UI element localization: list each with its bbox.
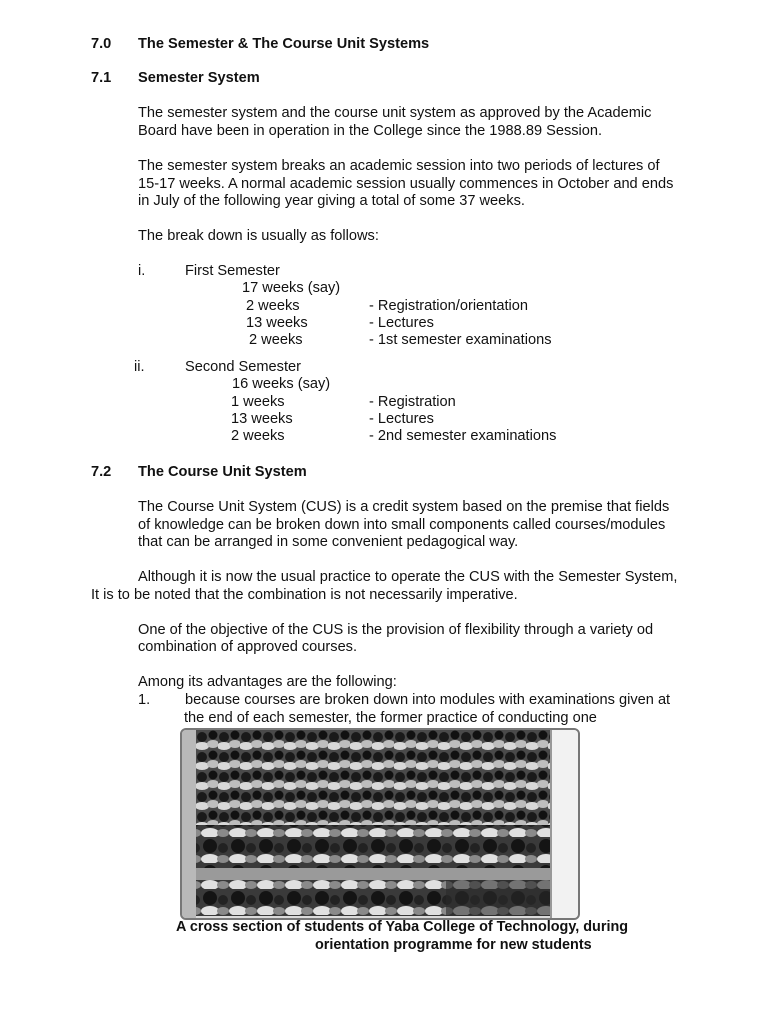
second-semester-label: Second Semester xyxy=(185,359,302,375)
paragraph-line: The semester system and the course unit system as approved by the Academic xyxy=(138,105,652,121)
first-semester-row-weeks: 2 weeks xyxy=(249,332,303,348)
photo-caption-line: orientation programme for new students xyxy=(315,937,592,953)
paragraph-line: It is to be noted that the combination is not necessarily imperative. xyxy=(91,587,518,603)
second-semester-row-weeks: 1 weeks xyxy=(231,394,285,410)
crowd-photo-image xyxy=(196,730,552,916)
second-semester-row-desc: - Lectures xyxy=(369,411,434,427)
paragraph-line: 15-17 weeks. A normal academic session usually commences in October and ends xyxy=(138,176,674,192)
first-semester-numeral: i. xyxy=(138,263,146,279)
list-item-text: because courses are broken down into modules with examinations given at xyxy=(185,692,671,708)
paragraph-line: One of the objective of the CUS is the provision of flexibility through a variety od xyxy=(138,622,654,638)
paragraph-line: The Course Unit System (CUS) is a credit system based on the premise that fields xyxy=(138,499,670,515)
first-semester-label: First Semester xyxy=(185,263,280,279)
second-semester-row-desc: - 2nd semester examinations xyxy=(369,428,557,444)
section-7-2-number: 7.2 xyxy=(91,464,112,480)
photo-caption-line: A cross section of students of Yaba College of Technology, during xyxy=(176,919,629,935)
paragraph-line: Board have been in operation in the College since the 1988.89 Session. xyxy=(138,123,603,139)
advantages-intro: Among its advantages are the following: xyxy=(138,674,397,690)
second-semester-row-weeks: 13 weeks xyxy=(231,411,293,427)
list-item-number: 1. xyxy=(138,692,151,708)
section-7-2-title: The Course Unit System xyxy=(138,464,307,480)
list-item-text: the end of each semester, the former practice of conducting one xyxy=(184,711,597,726)
second-semester-numeral: ii. xyxy=(134,359,145,375)
section-7-0-number: 7.0 xyxy=(91,36,112,52)
second-semester-row-weeks: 2 weeks xyxy=(231,428,285,444)
first-semester-row-weeks: 13 weeks xyxy=(246,315,308,331)
second-semester-total: 16 weeks (say) xyxy=(232,376,331,392)
photo-edge xyxy=(182,730,196,918)
paragraph-line: in July of the following year giving a total of some 37 weeks. xyxy=(138,193,525,209)
paragraph-line: of knowledge can be broken down into small components called courses/modules xyxy=(138,517,666,533)
first-semester-total: 17 weeks (say) xyxy=(242,280,341,296)
section-7-1-number: 7.1 xyxy=(91,70,112,86)
paragraph-line: Although it is now the usual practice to operate the CUS with the Semester System, xyxy=(138,569,678,585)
section-7-0-title: The Semester & The Course Unit Systems xyxy=(138,36,430,52)
list-item-text-clipped xyxy=(184,711,597,728)
students-photo xyxy=(180,728,580,920)
section-7-1-title: Semester System xyxy=(138,70,260,86)
first-semester-row-weeks: 2 weeks xyxy=(246,298,300,314)
first-semester-row-desc: - 1st semester examinations xyxy=(369,332,552,348)
first-semester-row-desc: - Registration/orientation xyxy=(369,298,528,314)
second-semester-row-desc: - Registration xyxy=(369,394,456,410)
first-semester-row-desc: - Lectures xyxy=(369,315,434,331)
paragraph-line: The semester system breaks an academic session into two periods of lectures of xyxy=(138,158,660,174)
paragraph-line: combination of approved courses. xyxy=(138,639,358,655)
breakdown-intro: The break down is usually as follows: xyxy=(138,228,379,244)
photo-edge xyxy=(550,730,578,918)
paragraph-line: that can be arranged in some convenient pedagogical way. xyxy=(138,534,519,550)
